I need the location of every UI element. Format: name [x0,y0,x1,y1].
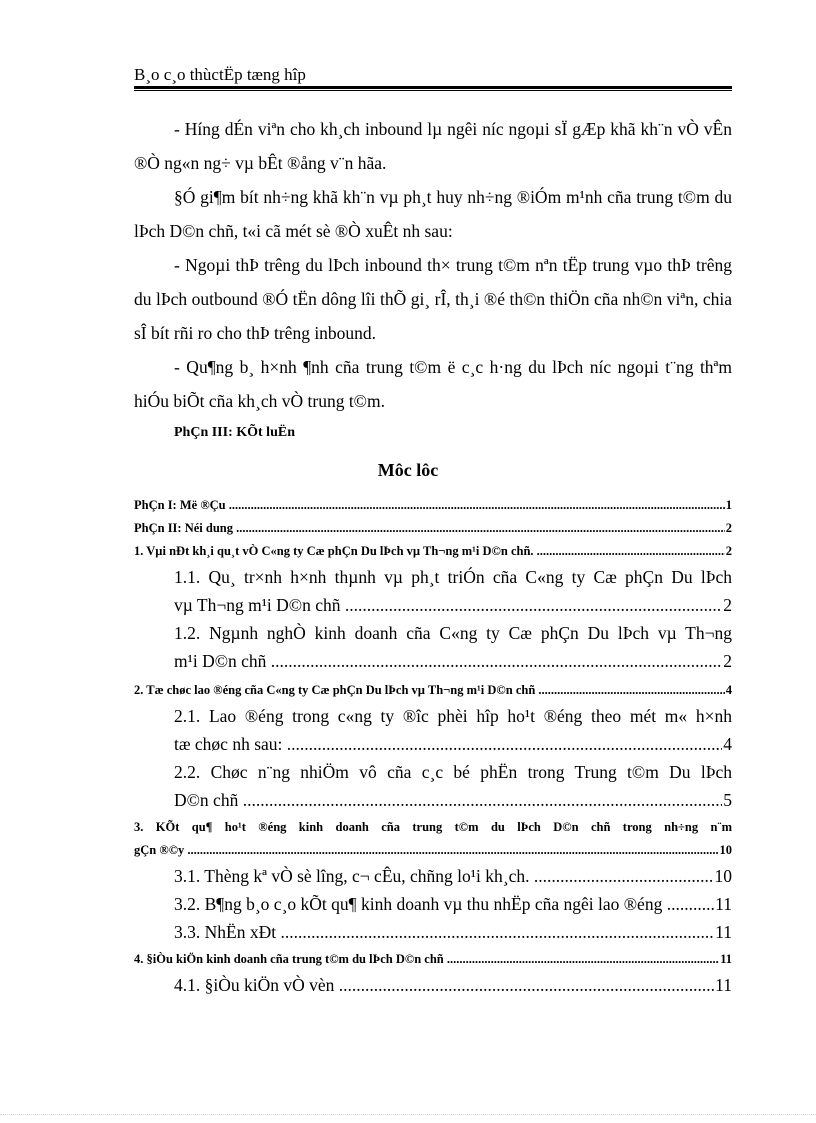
toc-entry[interactable] [134,517,732,540]
page-header [134,64,732,86]
toc-entry[interactable] [134,971,732,999]
toc-entry[interactable] [134,619,732,675]
toc-entry-page: 11 [715,894,732,914]
toc-entry[interactable] [134,918,732,946]
toc-entry-text-cont: tæ chøc nh sau: ..... [174,730,722,758]
toc-entry-text: 2. Tæ chøc lao ®éng cña C«ng ty Cæ phÇn Du lÞch vµ Th¬ng m¹i D©n chñ ..... [134,679,725,702]
toc-entry-page: 2 [725,521,732,535]
toc-entry[interactable] [134,494,732,517]
toc-entry-page: 1 [725,498,732,512]
toc-entry[interactable] [134,540,732,563]
toc-entry-text: 3.2. B¶ng b¸o c¸o kÕt qu¶ kinh doanh vµ thu nhËp cña ngêi lao ®éng ..... [174,890,714,918]
toc-entry-text: 4.1. §iÒu kiÖn vÒ vèn ..... [174,971,714,999]
paragraph: - Ngoµi thÞ trêng du lÞch inbound th× trung t©m nªn tËp trung vµo thÞ trêng du lÞch outbound ®Ó tËn dông lîi thÕ gi¸ rÎ, th¸i ®é th©n thiÖn cña nh©n viªn, chia sÎ bít rñi ro cho thÞ trêng inbound. [134,255,732,343]
toc-entry-text-cont: gÇn ®©y ..... [134,839,719,862]
toc-entry-text: 2.1. Lao ®éng trong c«ng ty ®îc phèi hîp ho¹t ®éng theo mét m« h×nh [174,706,732,726]
toc-entry-page: 11 [720,952,732,966]
header-rule [134,86,732,91]
toc-entry-text: 4. §iÒu kiÖn kinh doanh cña trung t©m du lÞch D©n chñ ..... [134,948,719,971]
toc-entry[interactable] [134,758,732,814]
section-heading: PhÇn III: KÕt luËn [174,425,295,440]
table-of-contents [134,494,732,999]
body-text [134,112,732,418]
toc-entry-page: 2 [723,651,732,671]
toc-entry[interactable] [134,948,732,971]
toc-entry-text-cont: vµ Th¬ng m¹i D©n chñ ..... [174,591,722,619]
toc-entry-page: 11 [715,975,732,995]
toc-entry-page: 2 [725,544,732,558]
toc-entry-text: 2.2. Chøc n¨ng nhiÖm vô cña c¸c bé phËn trong Trung t©m Du lÞch [174,762,732,782]
toc-entry-page: 10 [719,843,732,857]
toc-entry-text: PhÇn I: Më ®Çu ..... [134,494,725,517]
toc-entry-page: 2 [723,595,732,615]
toc-entry-text-cont: m¹i D©n chñ ..... [174,647,722,675]
paragraph: §Ó gi¶m bít nh÷ng khã kh¨n vµ ph¸t huy nh÷ng ®iÓm m¹nh cña trung t©m du lÞch D©n chñ, t«i cã mét sè ®Ò xuÊt nh sau: [134,187,732,241]
toc-entry-page: 4 [723,734,732,754]
toc-entry-text: 3.1. Thèng kª vÒ sè lîng, c¬ cÊu, chñng lo¹i kh¸ch. ..... [174,862,714,890]
header-title: B¸o c¸o thùctËp tæng hîp [134,65,306,84]
toc-entry[interactable] [134,862,732,890]
toc-entry-page: 5 [723,790,732,810]
toc-entry-page: 10 [714,866,732,886]
toc-entry-text: 1. Vµi nÐt kh¸i qu¸t vÒ C«ng ty Cæ phÇn Du lÞch vµ Th¬ng m¹i D©n chñ. ..... [134,540,725,563]
page-edge-divider [0,1114,816,1116]
toc-entry-text: 1.1. Qu¸ tr×nh h×nh thµnh vµ ph¸t triÓn cña C«ng ty Cæ phÇn Du lÞch [174,567,732,587]
paragraph: - Qu¶ng b¸ h×nh ¶nh cña trung t©m ë c¸c h·ng du lÞch níc ngoµi t¨ng thªm hiÓu biÕt cña kh¸ch vÒ trung t©m. [134,357,732,411]
toc-entry[interactable] [134,702,732,758]
paragraph: - Híng dÉn viªn cho kh¸ch inbound lµ ngêi níc ngoµi sÏ gÆp khã kh¨n vÒ vÊn ®Ò ng«n ng÷ vµ bÊt ®ång v¨n hãa. [134,119,732,173]
toc-entry-text: 1.2. Ngµnh nghÒ kinh doanh cña C«ng ty Cæ phÇn Du lÞch vµ Th¬ng [174,623,732,643]
toc-entry-text: 3.3. NhËn xÐt ..... [174,918,714,946]
toc-entry-page: 11 [715,922,732,942]
toc-entry[interactable] [134,816,732,862]
toc-title: Môc lôc [377,460,439,480]
toc-entry-page: 4 [725,683,732,697]
toc-entry-text: 3. KÕt qu¶ ho¹t ®éng kinh doanh cña trung t©m du lÞch D©n chñ trong nh÷ng n¨m [134,820,732,834]
toc-entry[interactable] [134,563,732,619]
toc-entry[interactable] [134,679,732,702]
toc-entry[interactable] [134,890,732,918]
toc-entry-text: PhÇn II: Néi dung ..... [134,517,725,540]
toc-entry-text-cont: D©n chñ ..... [174,786,722,814]
